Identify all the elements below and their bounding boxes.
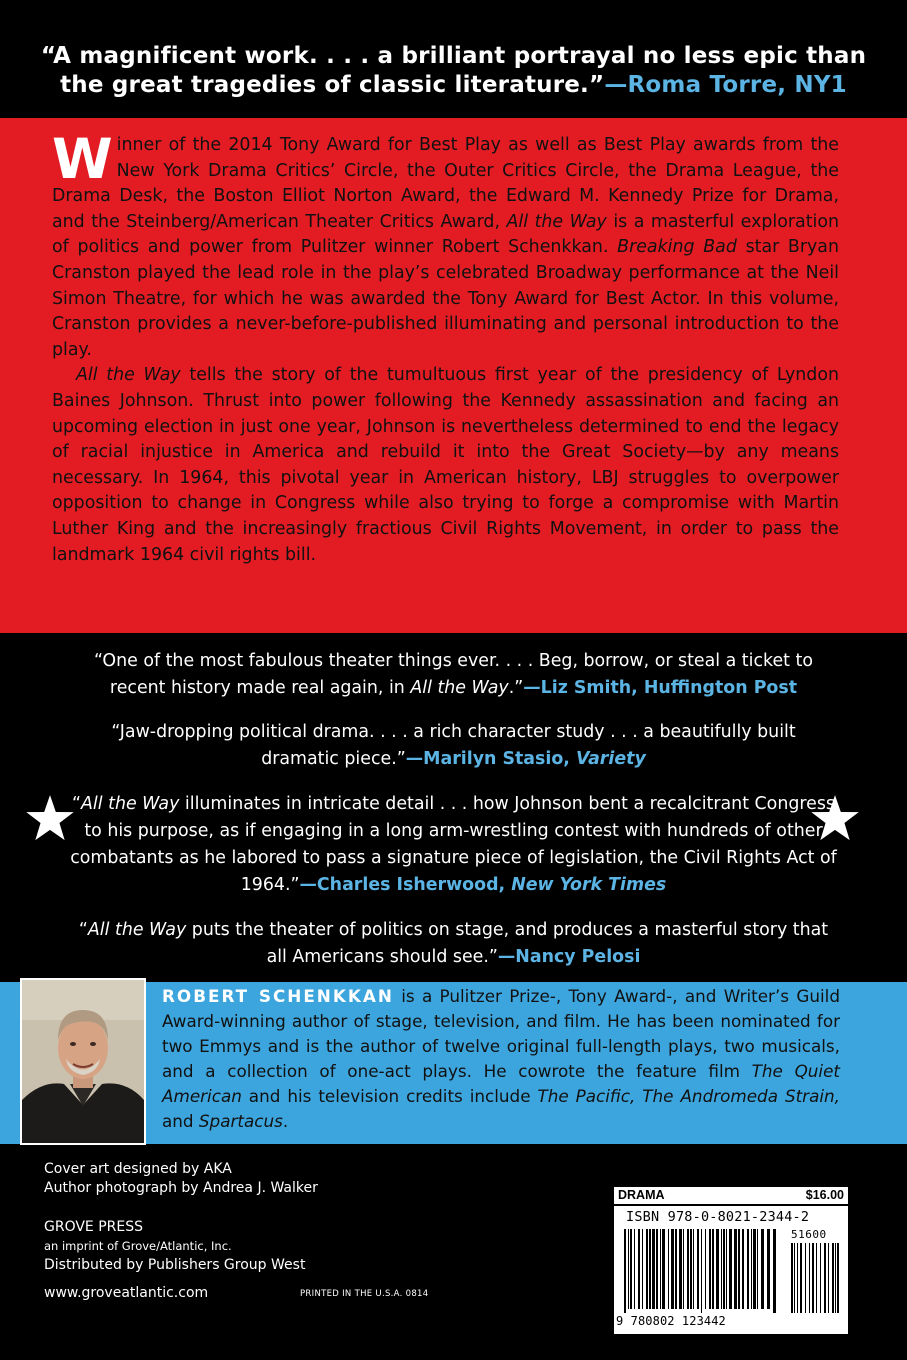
publisher-imprint: an imprint of Grove/Atlantic, Inc. xyxy=(44,1239,232,1253)
description-text xyxy=(52,127,840,568)
barcode-bar xyxy=(747,1229,749,1309)
barcode-bar xyxy=(705,1229,706,1309)
description-paragraph-2 xyxy=(52,363,839,568)
review-text: “Jaw-dropping political drama. . . . a rich character study . . . a beautifully built dramatic piece.” xyxy=(111,722,796,769)
author-bio xyxy=(162,984,840,1134)
barcode-bar xyxy=(679,1229,682,1309)
publisher-name: GROVE PRESS xyxy=(44,1219,144,1235)
barcode-bar xyxy=(628,1229,629,1309)
barcode-bar xyxy=(649,1229,651,1309)
barcode-bar xyxy=(697,1229,699,1309)
publisher-info xyxy=(44,1218,305,1275)
category-label: DRAMA xyxy=(618,1188,665,1202)
barcode-bar xyxy=(816,1243,817,1313)
top-quote-source: —Roma Torre, NY1 xyxy=(604,72,847,98)
barcode-label xyxy=(614,1187,848,1334)
review-quote xyxy=(70,917,837,971)
isbn-text: ISBN 978-0-8021-2344-2 xyxy=(626,1209,810,1225)
credits xyxy=(44,1160,318,1198)
barcode-graphic xyxy=(614,1187,848,1334)
barcode-bar xyxy=(824,1243,826,1313)
review-quote xyxy=(70,648,837,702)
description-paragraph-1 xyxy=(52,127,840,363)
review-text: “All the Way puts the theater of politics on stage, and produces a masterful story that all Americans should see.” xyxy=(78,920,829,967)
barcode-bar xyxy=(723,1229,725,1309)
barcode-addon-digits: 51600 xyxy=(791,1228,827,1241)
barcode-bar xyxy=(624,1229,626,1313)
distributor: Distributed by Publishers Group West xyxy=(44,1257,306,1273)
barcode-bar xyxy=(687,1229,689,1309)
review-text: “All the Way illuminates in intricate detail . . . how Johnson bent a recalcitrant Congress to his purpose, as if engaging in a long arm-wrestling contest with hundreds of other combatants as he labored to pass a signature piece of legislation, the Civil Rights Act of 1964.” xyxy=(70,794,837,895)
review-text: “One of the most fabulous theater things ever. . . . Beg, borrow, or steal a ticket to recent history made real again, in All the Way.” xyxy=(94,651,813,698)
barcode-digits: 9 780802 123442 xyxy=(616,1314,726,1328)
star-icon xyxy=(24,793,76,845)
review-source: —Nancy Pelosi xyxy=(497,947,641,967)
barcode-bar xyxy=(797,1243,798,1313)
barcode-bar xyxy=(729,1229,732,1309)
barcode-bar xyxy=(701,1229,702,1313)
author-photo xyxy=(20,978,146,1145)
barcode-bar xyxy=(660,1229,661,1309)
barcode-bar xyxy=(656,1229,658,1309)
barcode-bar xyxy=(820,1243,821,1313)
barcode-bar xyxy=(716,1229,719,1309)
barcode-bar xyxy=(738,1229,740,1309)
website-link[interactable]: www.groveatlantic.com xyxy=(44,1285,209,1301)
author-bio-text: is a Pulitzer Prize-, Tony Award-, and Writer’s Guild Award-winning author of stage, television, and film. He has been nominated for two Emmys and is the author of twelve original full-length plays, two musicals, and a collection of one-act plays. He cowrote the feature film The Quiet American and his television credits include The Pacific, The Andromeda Strain, and Spartacus. xyxy=(162,986,840,1131)
barcode-bar xyxy=(646,1229,648,1309)
barcode-bar xyxy=(683,1229,684,1309)
description-paragraph-2-text: All the Way tells the story of the tumultuous first year of the presidency of Lyndon Baines Johnson. Thrust into power following the Kennedy assassination and facing an upcoming election in just one year, Johnson is nevertheless determined to end the legacy of racial injustice in America and rebuild it into the Great Society—by any means necessary. In 1964, this pivotal year in American history, LBJ struggles to overpower opposition to change in Congress while also trying to forge a compromise with Martin Luther King and the increasingly fractious Civil Rights Movement, in order to pass the landmark 1964 civil rights bill. xyxy=(52,365,839,565)
barcode-bar xyxy=(742,1229,744,1309)
review-quote xyxy=(70,719,837,773)
barcode-bar xyxy=(734,1229,737,1309)
barcode-bar xyxy=(767,1229,770,1309)
barcode-bar xyxy=(652,1229,655,1309)
review-source: —Liz Smith, Huffington Post xyxy=(523,678,798,698)
barcode-bar xyxy=(794,1243,795,1313)
barcode-bar xyxy=(675,1229,677,1309)
barcode-bar xyxy=(630,1229,632,1309)
price-label: $16.00 xyxy=(805,1188,844,1202)
barcode-bar xyxy=(712,1229,714,1309)
barcode-bar xyxy=(726,1229,727,1309)
barcode-bar xyxy=(693,1229,694,1309)
barcode-bar xyxy=(773,1229,776,1313)
barcode-bar xyxy=(837,1243,839,1313)
barcode-bar xyxy=(634,1229,635,1309)
photo-credit: Author photograph by Andrea J. Walker xyxy=(44,1180,318,1196)
barcode-bar xyxy=(835,1243,836,1313)
barcode-bar xyxy=(709,1229,711,1309)
barcode-bar xyxy=(800,1243,802,1313)
barcode-bar xyxy=(668,1229,669,1309)
review-source: —Charles Isherwood, New York Times xyxy=(299,875,667,895)
barcode-bar xyxy=(751,1229,752,1309)
barcode-bar xyxy=(828,1243,829,1313)
top-quote xyxy=(30,42,877,100)
review-quote xyxy=(70,791,837,899)
barcode-bar xyxy=(671,1229,674,1309)
review-source: —Marilyn Stasio, Variety xyxy=(405,749,646,769)
barcode-bar xyxy=(761,1229,764,1309)
drop-cap: W xyxy=(52,127,113,191)
barcode-bar xyxy=(721,1229,722,1309)
barcode-bar xyxy=(662,1229,665,1309)
description-paragraph-1-text: inner of the 2014 Tony Award for Best Play as well as Best Play awards from the New York Drama Critics’ Circle, the Outer Critics Circle, the Drama League, the Drama Desk, the Boston Elliot Norton Award, the Edward M. Kennedy Prize for Drama, and the Steinberg/American Theater Critics Award, All the Way is a masterful exploration of politics and power from Pulitzer winner Robert Schenkkan. Breaking Bad star Bryan Cranston played the lead role in the play’s celebrated Broadway performance at the Neil Simon Theatre, for which he was awarded the Tony Award for Best Actor. In this volume, Cranston provides a never-before-published illuminating and personal introduction to the play. xyxy=(52,135,840,360)
barcode-bar xyxy=(757,1229,758,1309)
barcode-bar xyxy=(791,1243,793,1313)
barcode-bar xyxy=(690,1229,692,1309)
barcode-bar xyxy=(805,1243,806,1313)
printed-note: PRINTED IN THE U.S.A. 0814 xyxy=(300,1289,429,1299)
author-bio-band xyxy=(0,982,907,1144)
description-panel xyxy=(0,118,907,633)
top-quote-text: “A magnificent work. . . . a brilliant portrayal no less epic than the great tragedies of classic literature.” xyxy=(40,43,867,98)
barcode-bar xyxy=(832,1243,834,1313)
barcode-bar xyxy=(809,1243,810,1313)
author-name: ROBERT SCHENKKAN xyxy=(162,986,394,1006)
barcode-bar xyxy=(812,1243,814,1313)
barcode-bar xyxy=(753,1229,756,1309)
cover-art-credit: Cover art designed by AKA xyxy=(44,1161,232,1177)
barcode-bar xyxy=(638,1229,640,1309)
barcode-bar xyxy=(642,1229,643,1309)
